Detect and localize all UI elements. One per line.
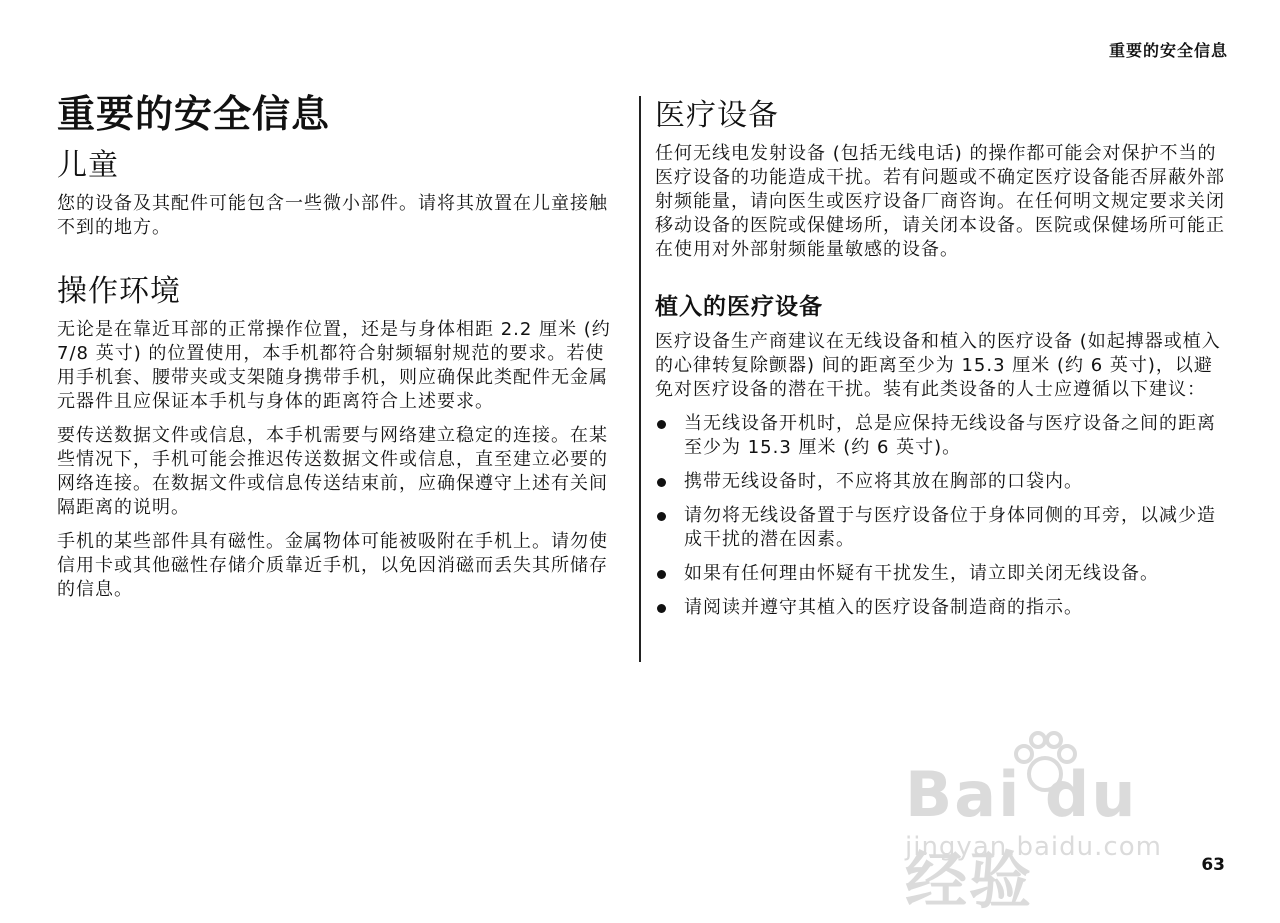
bullet-icon: [657, 478, 666, 487]
watermark-url: jingyan.baidu.com: [905, 832, 1162, 862]
recommendation-list: [655, 412, 1225, 620]
column-divider: [639, 96, 641, 662]
left-column: [57, 90, 622, 612]
children-paragraph: 您的设备及其配件可能包含一些微小部件。请将其放置在儿童接触不到的地方。: [57, 193, 608, 238]
list-item-text: 当无线设备开机时，总是应保持无线设备与医疗设备之间的距离至少为 15.3 厘米 (约 6 英寸)。: [684, 413, 1216, 458]
implanted-heading: 植入的医疗设备: [655, 294, 823, 320]
bullet-icon: [657, 570, 666, 579]
list-item-text: 请阅读并遵守其植入的医疗设备制造商的指示。: [684, 597, 1083, 618]
list-item-text: 请勿将无线设备置于与医疗设备位于身体同侧的耳旁，以减少造成干扰的潜在因素。: [684, 505, 1216, 550]
list-item: [655, 596, 1225, 620]
implanted-paragraph: 医疗设备生产商建议在无线设备和植入的医疗设备 (如起搏器或植入的心律转复除颤器) 间的距离至少为 15.3 厘米 (约 6 英寸)，以避免对医疗设备的潜在干扰。装有此类设备的人士应遵循以下建议：: [655, 331, 1221, 400]
environment-paragraph: 要传送数据文件或信息，本手机需要与网络建立稳定的连接。在某些情况下，手机可能会推迟传送数据文件或信息，直至建立必要的网络连接。在数据文件或信息传送结束前，应确保遵守上述有关间隔距离的说明。: [57, 425, 608, 518]
watermark: [905, 730, 1205, 917]
list-item: [655, 412, 1225, 460]
running-header: 重要的安全信息: [1108, 41, 1228, 60]
bullet-icon: [657, 420, 666, 429]
environment-paragraph: 手机的某些部件具有磁性。金属物体可能被吸附在手机上。请勿使信用卡或其他磁性存储介质靠近手机，以免因消磁而丢失其所储存的信息。: [57, 531, 608, 600]
list-item: [655, 504, 1225, 552]
list-item: [655, 562, 1225, 586]
right-column: [655, 96, 1225, 630]
medical-heading: 医疗设备: [655, 98, 779, 133]
list-item-text: 携带无线设备时，不应将其放在胸部的口袋内。: [684, 471, 1083, 492]
page-title: 重要的安全信息: [57, 92, 331, 136]
list-item-text: 如果有任何理由怀疑有干扰发生，请立即关闭无线设备。: [684, 563, 1159, 584]
page-number: 63: [1201, 855, 1225, 875]
bullet-icon: [657, 604, 666, 613]
list-item: [655, 470, 1225, 494]
children-heading: 儿童: [57, 148, 119, 183]
environment-paragraph: 无论是在靠近耳部的正常操作位置，还是与身体相距 2.2 厘米 (约 7/8 英寸) 的位置使用，本手机都符合射频辐射规范的要求。若使用手机套、腰带夹或支架随身携带手机，则应确保此类配件无金属元器件且应保证本手机与身体的距离符合上述要求。: [57, 319, 611, 412]
bullet-icon: [657, 512, 666, 521]
medical-paragraph: 任何无线电发射设备 (包括无线电话) 的操作都可能会对保护不当的医疗设备的功能造成干扰。若有问题或不确定医疗设备能否屏蔽外部射频能量，请向医生或医疗设备厂商咨询。在任何明文规定要求关闭移动设备的医院或保健场所，请关闭本设备。医院或保健场所可能正在使用对外部射频能量敏感的设备。: [655, 143, 1225, 260]
environment-heading: 操作环境: [57, 274, 181, 309]
watermark-logo: Bai du 经验: [905, 758, 1138, 917]
